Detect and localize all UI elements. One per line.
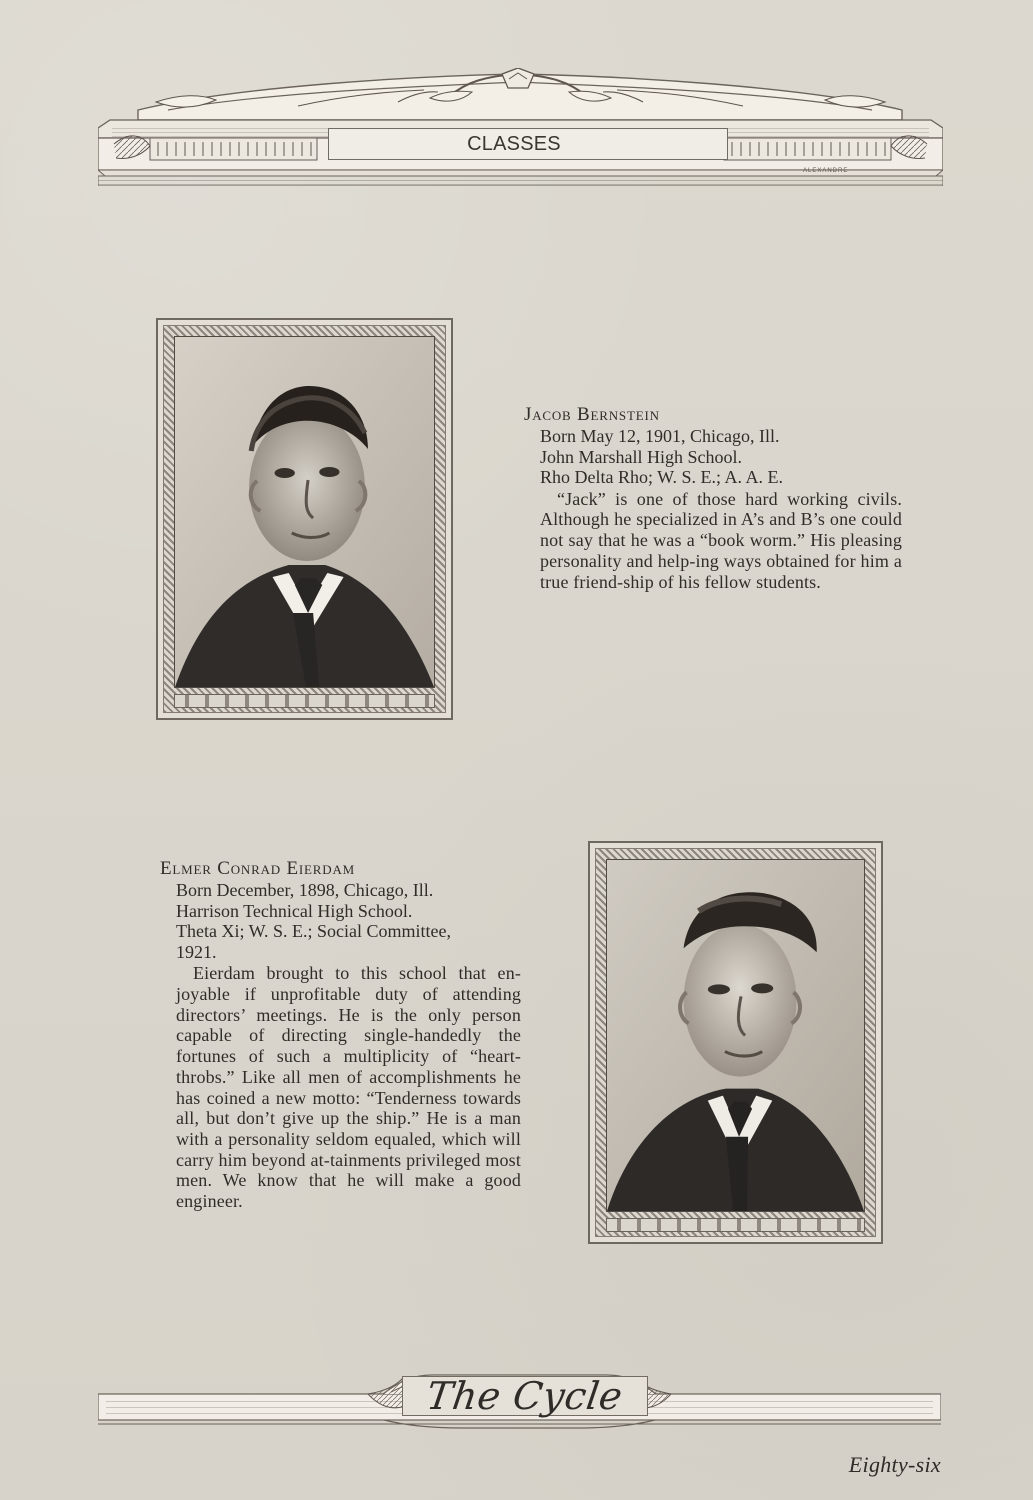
page-title: CLASSES [467, 132, 561, 155]
footer-title: The Cycle [424, 1374, 626, 1418]
portrait-photo-jacob-bernstein [174, 336, 435, 688]
portrait-footer-band [606, 1218, 865, 1232]
student-name: Elmer Conrad Eierdam [160, 858, 355, 879]
portrait-frame-elmer-conrad-eierdam [588, 841, 883, 1244]
portrait-photo-elmer-conrad-eierdam [606, 859, 865, 1212]
header-engraver-mark: ALEXANDRE [803, 168, 849, 174]
page-number: Eighty-six [848, 1452, 941, 1477]
header-title-box [328, 128, 728, 160]
student-details: Born May 12, 1901, Chicago, Ill. John Marshall High School. Rho Delta Rho; W. S. E.; A. A. E. [540, 426, 784, 488]
entry-elmer-conrad-eierdam [160, 858, 520, 1212]
entry-jacob-bernstein [524, 404, 902, 592]
portrait-frame-jacob-bernstein [156, 318, 453, 720]
student-description: “Jack” is one of those hard working civils. Although he specialized in A’s and B’s one could not say that he was a “book worm.” His pleasing personality and help-ing ways obtained for him a true friend-ship of his fellow students. [540, 488, 902, 592]
footer-title-box [402, 1376, 648, 1416]
student-details: Born December, 1898, Chicago, Ill. Harrison Technical High School. Theta Xi; W. S. E.; Social Committee, 1921. [176, 880, 451, 962]
portrait-footer-band [174, 694, 435, 708]
student-name: Jacob Bernstein [524, 404, 660, 425]
student-description: Eierdam brought to this school that en-joyable if unprofitable duty of attending directors’ meetings. He is the only person capable of directing single-handedly the fortunes of such a multiplicity of “heart-throbs.” Like all men of accomplishments he has coined a new motto: “Tenderness towards all, but don’t give up the ship.” He is a man with a personality seldom equaled, which will carry him beyond at-tainments privileged most men. We know that he will make a good engineer. [176, 963, 521, 1212]
